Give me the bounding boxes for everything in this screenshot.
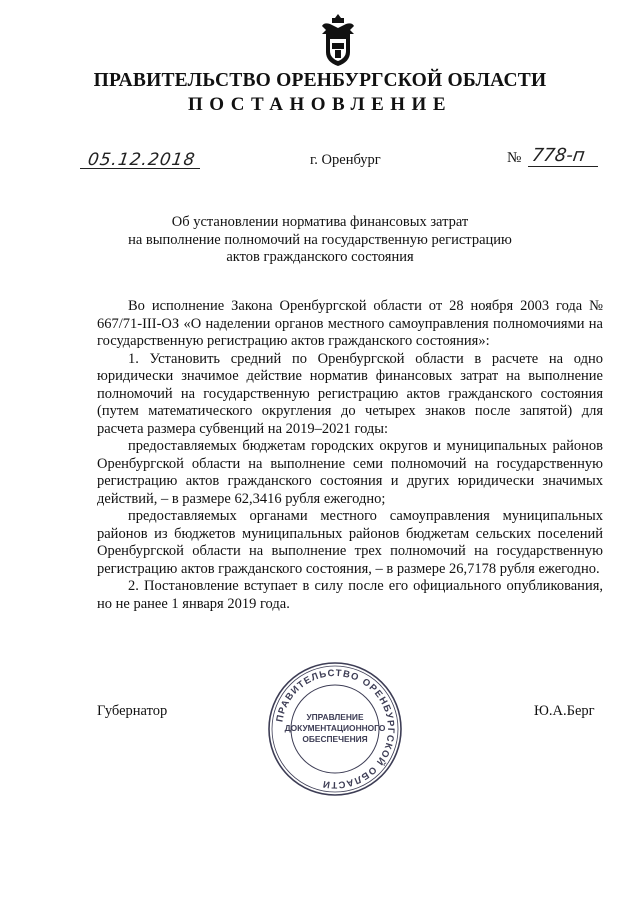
document-subject — [0, 214, 640, 267]
stamp-line: ДОКУМЕНТАЦИОННОГО — [284, 723, 386, 733]
stamp-line: УПРАВЛЕНИЕ — [306, 712, 364, 722]
body-paragraph: 2. Постановление вступает в силу после его официального опубликования, но не ранее 1 января 2019 года. — [97, 578, 603, 612]
coat-of-arms-icon — [318, 12, 358, 68]
document-date: 05.12.2018 — [86, 150, 197, 170]
government-title: ПРАВИТЕЛЬСТВО ОРЕНБУРГСКОЙ ОБЛАСТИ — [93, 70, 547, 91]
document-city: г. Оренбург — [310, 152, 381, 168]
body-paragraph: предоставляемых органами местного самоуправления муниципальных районов из бюджетов муниципальных районов бюджетам сельских поселений Оренбургской области на выполнение трех полномочий на государственную регистрацию актов гражданского состояния, – в размере 26,7178 рубля ежегодно. — [97, 508, 603, 577]
date-underline — [80, 168, 200, 169]
subject-line: актов гражданского состояния — [226, 249, 414, 265]
stamp-ring-text: ПРАВИТЕЛЬСТВО ОРЕНБУРГСКОЙ ОБЛАСТИ — [274, 667, 397, 791]
subject-line: на выполнение полномочий на государственную регистрацию — [128, 231, 512, 248]
number-sign: № — [507, 150, 522, 166]
number-underline — [528, 166, 598, 167]
body-paragraph: 1. Установить средний по Оренбургской области в расчете на одно юридически значимое действие норматив финансовых затрат на выполнение полномочий на государственную регистрацию актов гражданского состояния (путем математического округления до четырех знаков после запятой) для расчета размера субвенций на 2019–2021 годы: — [97, 350, 603, 437]
stamp-center-text — [266, 712, 404, 745]
signatory-name: Ю.А.Берг — [534, 703, 595, 719]
body-paragraph: Во исполнение Закона Оренбургской области от 28 ноября 2003 года № 667/71-III-ОЗ «О наделении органов местного самоуправления полномочиями на государственную регистрацию актов гражданского состояния»: — [97, 298, 603, 349]
subject-line: Об установлении норматива финансовых затрат — [171, 214, 469, 230]
document-body — [97, 298, 603, 613]
stamp-line: ОБЕСПЕЧЕНИЯ — [302, 734, 368, 744]
signatory-position: Губернатор — [97, 703, 168, 719]
document-number: 778-п — [530, 145, 587, 166]
body-paragraph: предоставляемых бюджетам городских округов и муниципальных районов Оренбургской области на выполнение семи полномочий на государственную регистрацию актов гражданского состояния и других юридически значимых действий, – в размере 62,3416 рубля ежегодно; — [97, 438, 603, 507]
document-type-title: ПОСТАНОВЛЕНИЕ — [187, 94, 453, 115]
official-stamp — [266, 660, 404, 798]
